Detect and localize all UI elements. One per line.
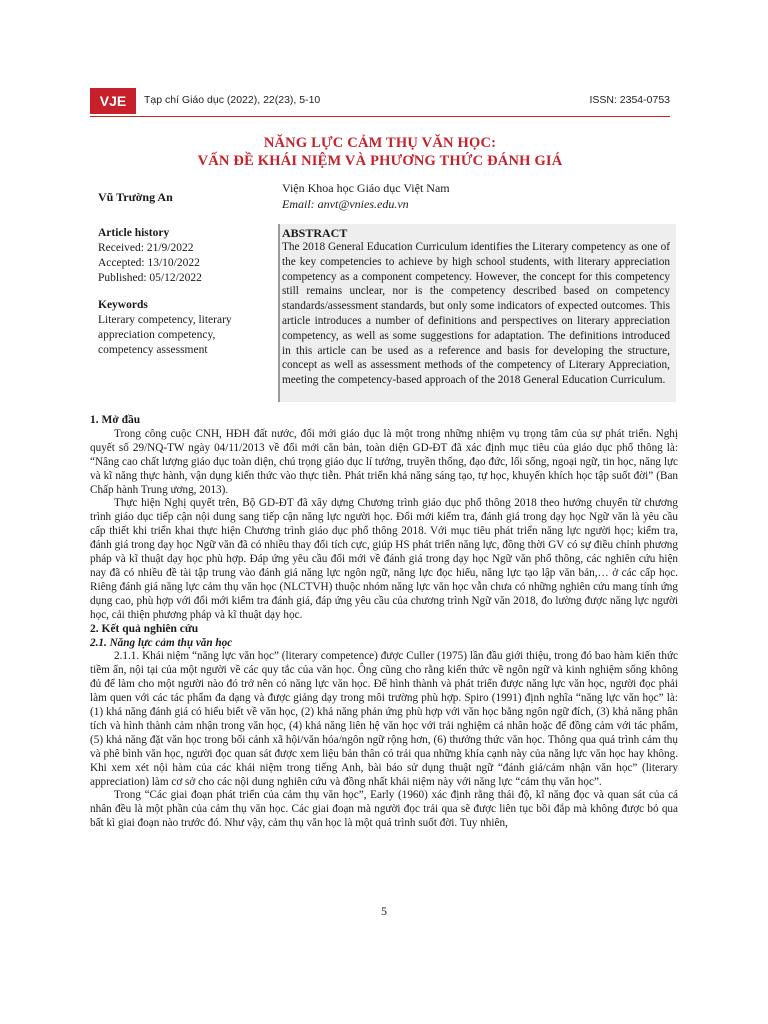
section-heading: 1. Mở đầu — [90, 414, 141, 426]
author-name: Vũ Trường An — [98, 190, 173, 204]
subsection-heading: 2.1. Năng lực cảm thụ văn học — [90, 636, 233, 649]
accepted-date: Accepted: 13/10/2022 — [98, 257, 200, 269]
issn-number: ISSN: 2354-0753 — [589, 94, 670, 106]
journal-header — [90, 88, 670, 114]
article-title — [90, 134, 670, 170]
title-line-1: NĂNG LỰC CẢM THỤ VĂN HỌC: — [263, 135, 497, 151]
received-date: Received: 21/9/2022 — [98, 242, 194, 254]
author-email[interactable]: Email: anvt@vnies.edu.vn — [282, 197, 409, 211]
keywords-line-1: Literary competency, literary — [98, 314, 232, 326]
journal-logo: VJE — [90, 88, 136, 114]
body-paragraph: Trong “Các giai đoạn phát triển của cảm thụ văn học”, Early (1960) xác định rằng thái độ, kĩ năng đọc và quan sát của cá nhân đều là một phần của cảm thụ văn học. Các giai đoạn mà người đọc trải qua sẽ được liên tục bồi đắp mà không được bỏ qua bất kì giai đoạn nào trước đó. Như vậy, cảm thụ văn học là một quá trình suốt đời. Tuy nhiên, — [90, 789, 678, 830]
keywords-line-2: appreciation competency, — [98, 329, 216, 341]
keywords-line-3: competency assessment — [98, 344, 208, 356]
published-date: Published: 05/12/2022 — [98, 272, 202, 284]
keywords-heading: Keywords — [98, 299, 148, 311]
article-meta — [98, 226, 268, 358]
affiliation-text: Viện Khoa học Giáo dục Việt Nam — [282, 181, 450, 195]
abstract-heading: ABSTRACT — [282, 226, 348, 240]
article-history-heading: Article history — [98, 227, 170, 239]
journal-citation: Tạp chí Giáo dục (2022), 22(23), 5-10 — [144, 94, 321, 106]
article-body — [90, 414, 678, 831]
abstract-text: The 2018 General Education Curriculum identifies the Literary competency as one of the key competencies to achieve by high school students, with literary appreciation competency as a component competency. However, the concept for this competency still remains unclear, nor is the competency described based on competency standards/assessment standards, but only some indicators of expected outcomes. This article introduces a number of definitions and perspectives on literary appreciation competency, as well as some suggestions for adaptation. The definitions introduced in this article can be used as a reference and basis for developing the structure, concept as well as assessment methods of the competency of Literary Appreciation, meeting the competency-based approach of the 2018 General Education Curriculum. — [282, 241, 670, 387]
header-divider — [90, 116, 670, 117]
body-paragraph: Trong công cuộc CNH, HĐH đất nước, đổi mới giáo dục là một trong những nhiệm vụ trọng tâm của sự phát triển. Nghị quyết số 29/NQ-TW ngày 04/11/2013 về đổi mới căn bản, toàn diện GD-ĐT đã xác định mục tiêu của giáo dục phổ thông là: “Nâng cao chất lượng giáo dục toàn diện, chú trọng giáo dục lí tưởng, truyền thống, đạo đức, lối sống, ngoại ngữ, tin học, năng lực và kĩ năng thực hành, vận dụng kiến thức vào thực tiễn. Phát triển khả năng sáng tạo, tự học, khuyến khích học tập suốt đời” (Ban Chấp hành Trung ương, 2013). — [90, 427, 678, 496]
body-paragraph: Thực hiện Nghị quyết trên, Bộ GD-ĐT đã xây dựng Chương trình giáo dục phổ thông 2018 theo hướng chuyển từ chương trình giáo dục tiếp cận nội dung sang tiếp cận năng lực người học. Đổi mới kiểm tra, đánh giá trong dạy học Ngữ văn là yêu cầu cấp thiết khi triển khai thực hiện Chương trình giáo dục phổ thông 2018. Với mục tiêu phát triển năng lực người học; kiểm tra, đánh giá trong dạy học Ngữ văn đã có nhiều thay đổi tích cực, giúp HS phát triển năng lực, đồng thời GV có sự điều chỉnh phương pháp và kĩ thuật dạy học phù hợp. Đáp ứng yêu cầu đổi mới về đánh giá trong dạy học Ngữ văn phổ thông, các nghiên cứu hiện nay đã có nhiều đề tài tập trung vào đánh giá năng lực ngôn ngữ, năng lực đọc hiểu, năng lực tạo lập văn bản,… ở các cấp học. Riêng đánh giá năng lực cảm thụ văn học (NLCTVH) thuộc nhóm năng lực văn học vẫn chưa có những nghiên cứu mang tính ứng dụng cao, phù hợp với đổi mới kiểm tra đánh giá, đáp ứng yêu cầu của chương trình Ngữ văn 2018, đo lường được năng lực người học, cải thiện phương pháp và kĩ thuật dạy học. — [90, 497, 678, 621]
title-line-2: VẤN ĐỀ KHÁI NIỆM VÀ PHƯƠNG THỨC ĐÁNH GIÁ — [197, 153, 563, 169]
section-heading: 2. Kết quả nghiên cứu — [90, 622, 199, 635]
page-number: 5 — [381, 904, 387, 918]
author-affiliation — [282, 180, 450, 212]
body-paragraph: 2.1.1. Khái niệm “năng lực văn học” (literary competence) được Culler (1975) lần đầu giới thiệu, trong đó bao hàm kiến thức tiềm ẩn, nội tại của một người về các quy tắc của văn học. Ông cũng cho rằng kiến thức về ngôn ngữ và kinh nghiệm sống không đủ để làm cho một người nào đó trở nên có năng lực văn học. Để hình thành và phát triển được năng lực văn học, người đọc phải làm quen với các tác phẩm đa dạng và được giảng dạy trong môi trường phù hợp. Spiro (1991) định nghĩa “năng lực văn học” là: (1) khả năng đánh giá có hiểu biết về văn học, (2) khả năng phản ứng phù hợp với văn học bằng ngôn ngữ đích, (3) khả năng phân tích và hình thành cảm nhận trong văn học, (4) khả năng liên hệ văn học với trải nghiệm cá nhân hoặc để đồng cảm với tác phẩm, (5) khả năng đặt văn học trong bối cảnh xã hội/văn hóa/ngôn ngữ rộng hơn, (6) thưởng thức văn học. Thông qua quá trình cảm thụ và phê bình văn học, người đọc quan sát được xem liệu bản thân có trải qua những khía cạnh này của năng lực văn học hay không. Khi xem xét nội hàm của các khái niệm trong tiếng Anh, bài báo sử dụng thuật ngữ “đánh giá/cảm nhận văn học” (literary appreciation) làm cơ sở cho các nội dung nghiên cứu và đồng nhất khái niệm này với năng lực “cảm thụ văn học”. — [90, 650, 678, 788]
